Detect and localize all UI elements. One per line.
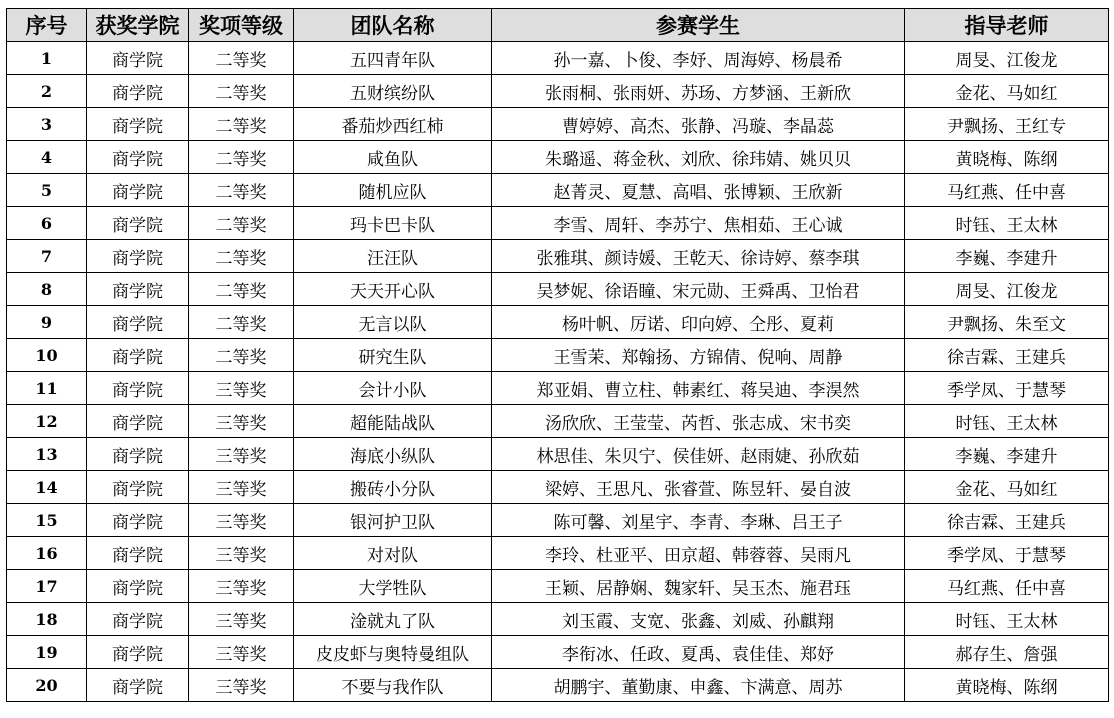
cell-students: 陈可馨、刘星宇、李青、李琳、吕王子 (492, 504, 905, 537)
cell-index: 14 (7, 471, 87, 504)
cell-students: 李衔冰、任政、夏禹、袁佳佳、郑妤 (492, 636, 905, 669)
cell-team-name: 番茄炒西红柿 (294, 108, 492, 141)
cell-team-name: 海底小纵队 (294, 438, 492, 471)
cell-students: 胡鹏宇、董勤康、申鑫、卞满意、周苏 (492, 669, 905, 702)
table-row (7, 570, 1109, 603)
cell-college: 商学院 (87, 108, 189, 141)
cell-index: 9 (7, 306, 87, 339)
cell-award-level: 三等奖 (189, 537, 294, 570)
cell-college: 商学院 (87, 669, 189, 702)
cell-college: 商学院 (87, 537, 189, 570)
cell-award-level: 二等奖 (189, 141, 294, 174)
cell-advisors: 季学凤、于慧琴 (905, 537, 1109, 570)
cell-award-level: 二等奖 (189, 273, 294, 306)
cell-award-level: 二等奖 (189, 108, 294, 141)
header-advisors: 指导老师 (905, 9, 1109, 42)
cell-students: 梁婷、王思凡、张睿萱、陈昱轩、晏自波 (492, 471, 905, 504)
cell-students: 王雪茉、郑翰扬、方锦倩、倪响、周静 (492, 339, 905, 372)
table-row (7, 306, 1109, 339)
cell-index: 18 (7, 603, 87, 636)
cell-award-level: 三等奖 (189, 636, 294, 669)
cell-index: 1 (7, 42, 87, 75)
cell-college: 商学院 (87, 306, 189, 339)
table-body (7, 42, 1109, 702)
cell-college: 商学院 (87, 405, 189, 438)
cell-college: 商学院 (87, 240, 189, 273)
header-row (7, 9, 1109, 42)
cell-index: 13 (7, 438, 87, 471)
cell-index: 4 (7, 141, 87, 174)
cell-students: 朱璐遥、蒋金秋、刘欣、徐玮婧、姚贝贝 (492, 141, 905, 174)
cell-team-name: 咸鱼队 (294, 141, 492, 174)
cell-team-name: 对对队 (294, 537, 492, 570)
table-row (7, 537, 1109, 570)
cell-college: 商学院 (87, 471, 189, 504)
table-row (7, 108, 1109, 141)
cell-college: 商学院 (87, 603, 189, 636)
cell-college: 商学院 (87, 42, 189, 75)
cell-advisors: 周旻、江俊龙 (905, 42, 1109, 75)
table-row (7, 174, 1109, 207)
cell-award-level: 二等奖 (189, 42, 294, 75)
cell-award-level: 二等奖 (189, 174, 294, 207)
header-students: 参赛学生 (492, 9, 905, 42)
cell-index: 11 (7, 372, 87, 405)
cell-college: 商学院 (87, 174, 189, 207)
cell-award-level: 三等奖 (189, 372, 294, 405)
cell-college: 商学院 (87, 141, 189, 174)
table-row (7, 438, 1109, 471)
cell-team-name: 超能陆战队 (294, 405, 492, 438)
cell-award-level: 二等奖 (189, 339, 294, 372)
cell-advisors: 徐吉霖、王建兵 (905, 339, 1109, 372)
cell-team-name: 搬砖小分队 (294, 471, 492, 504)
cell-index: 19 (7, 636, 87, 669)
cell-advisors: 时钰、王太林 (905, 207, 1109, 240)
cell-college: 商学院 (87, 570, 189, 603)
cell-students: 吴梦妮、徐语瞳、宋元勋、王舜禹、卫怡君 (492, 273, 905, 306)
cell-students: 李雪、周轩、李苏宁、焦相茹、王心诚 (492, 207, 905, 240)
cell-index: 3 (7, 108, 87, 141)
cell-team-name: 会计小队 (294, 372, 492, 405)
cell-index: 5 (7, 174, 87, 207)
table-row (7, 75, 1109, 108)
cell-award-level: 三等奖 (189, 603, 294, 636)
award-table (6, 8, 1109, 702)
cell-award-level: 二等奖 (189, 306, 294, 339)
cell-award-level: 三等奖 (189, 570, 294, 603)
cell-students: 张雨桐、张雨妍、苏玚、方梦涵、王新欣 (492, 75, 905, 108)
header-index: 序号 (7, 9, 87, 42)
cell-college: 商学院 (87, 372, 189, 405)
cell-advisors: 时钰、王太林 (905, 603, 1109, 636)
cell-index: 7 (7, 240, 87, 273)
table-row (7, 636, 1109, 669)
cell-index: 10 (7, 339, 87, 372)
cell-advisors: 尹飘扬、王红专 (905, 108, 1109, 141)
cell-team-name: 不要与我作队 (294, 669, 492, 702)
table-row (7, 141, 1109, 174)
cell-advisors: 金花、马如红 (905, 75, 1109, 108)
table-row (7, 372, 1109, 405)
cell-index: 2 (7, 75, 87, 108)
cell-students: 杨叶帆、厉诺、印向婷、仝彤、夏莉 (492, 306, 905, 339)
header-team-name: 团队名称 (294, 9, 492, 42)
cell-index: 17 (7, 570, 87, 603)
cell-index: 6 (7, 207, 87, 240)
cell-team-name: 银河护卫队 (294, 504, 492, 537)
table-row (7, 669, 1109, 702)
cell-team-name: 随机应队 (294, 174, 492, 207)
cell-advisors: 季学凤、于慧琴 (905, 372, 1109, 405)
cell-advisors: 金花、马如红 (905, 471, 1109, 504)
cell-team-name: 研究生队 (294, 339, 492, 372)
cell-index: 12 (7, 405, 87, 438)
cell-college: 商学院 (87, 636, 189, 669)
table-row (7, 42, 1109, 75)
cell-students: 林思佳、朱贝宁、侯佳妍、赵雨婕、孙欣茹 (492, 438, 905, 471)
cell-index: 20 (7, 669, 87, 702)
table-row (7, 504, 1109, 537)
table-row (7, 603, 1109, 636)
cell-advisors: 马红燕、任中喜 (905, 570, 1109, 603)
cell-team-name: 大学牲队 (294, 570, 492, 603)
cell-award-level: 二等奖 (189, 75, 294, 108)
cell-award-level: 三等奖 (189, 438, 294, 471)
table-header (7, 9, 1109, 42)
cell-college: 商学院 (87, 207, 189, 240)
cell-index: 8 (7, 273, 87, 306)
cell-award-level: 三等奖 (189, 471, 294, 504)
cell-students: 孙一嘉、卜俊、李妤、周海婷、杨晨希 (492, 42, 905, 75)
cell-team-name: 淦就丸了队 (294, 603, 492, 636)
cell-college: 商学院 (87, 75, 189, 108)
table-row (7, 207, 1109, 240)
table-row (7, 405, 1109, 438)
cell-students: 王颖、居静娴、魏家轩、吴玉杰、施君珏 (492, 570, 905, 603)
cell-advisors: 李巍、李建升 (905, 438, 1109, 471)
cell-advisors: 时钰、王太林 (905, 405, 1109, 438)
cell-advisors: 马红燕、任中喜 (905, 174, 1109, 207)
cell-students: 曹婷婷、高杰、张静、冯璇、李晶蕊 (492, 108, 905, 141)
cell-team-name: 皮皮虾与奥特曼组队 (294, 636, 492, 669)
cell-award-level: 二等奖 (189, 207, 294, 240)
cell-students: 李玲、杜亚平、田京超、韩蓉蓉、吴雨凡 (492, 537, 905, 570)
table-row (7, 471, 1109, 504)
table-row (7, 273, 1109, 306)
cell-team-name: 五财缤纷队 (294, 75, 492, 108)
cell-team-name: 玛卡巴卡队 (294, 207, 492, 240)
cell-advisors: 尹飘扬、朱至文 (905, 306, 1109, 339)
cell-award-level: 三等奖 (189, 504, 294, 537)
cell-index: 16 (7, 537, 87, 570)
cell-college: 商学院 (87, 504, 189, 537)
cell-index: 15 (7, 504, 87, 537)
table-row (7, 240, 1109, 273)
cell-advisors: 李巍、李建升 (905, 240, 1109, 273)
cell-advisors: 徐吉霖、王建兵 (905, 504, 1109, 537)
cell-advisors: 周旻、江俊龙 (905, 273, 1109, 306)
table-row (7, 339, 1109, 372)
cell-advisors: 黄晓梅、陈纲 (905, 669, 1109, 702)
cell-award-level: 三等奖 (189, 405, 294, 438)
cell-college: 商学院 (87, 273, 189, 306)
cell-students: 汤欣欣、王莹莹、芮哲、张志成、宋书奕 (492, 405, 905, 438)
cell-students: 赵菁灵、夏慧、高唱、张博颖、王欣新 (492, 174, 905, 207)
cell-team-name: 汪汪队 (294, 240, 492, 273)
cell-award-level: 二等奖 (189, 240, 294, 273)
cell-team-name: 无言以队 (294, 306, 492, 339)
cell-college: 商学院 (87, 438, 189, 471)
cell-team-name: 五四青年队 (294, 42, 492, 75)
cell-students: 刘玉霞、支宽、张鑫、刘威、孙麒翔 (492, 603, 905, 636)
header-college: 获奖学院 (87, 9, 189, 42)
cell-advisors: 黄晓梅、陈纲 (905, 141, 1109, 174)
cell-students: 郑亚娟、曹立柱、韩素红、蒋吴迪、李淏然 (492, 372, 905, 405)
cell-students: 张雅琪、颜诗媛、王乾天、徐诗婷、蔡李琪 (492, 240, 905, 273)
header-award-level: 奖项等级 (189, 9, 294, 42)
cell-advisors: 郝存生、詹强 (905, 636, 1109, 669)
cell-team-name: 天天开心队 (294, 273, 492, 306)
cell-award-level: 三等奖 (189, 669, 294, 702)
cell-college: 商学院 (87, 339, 189, 372)
